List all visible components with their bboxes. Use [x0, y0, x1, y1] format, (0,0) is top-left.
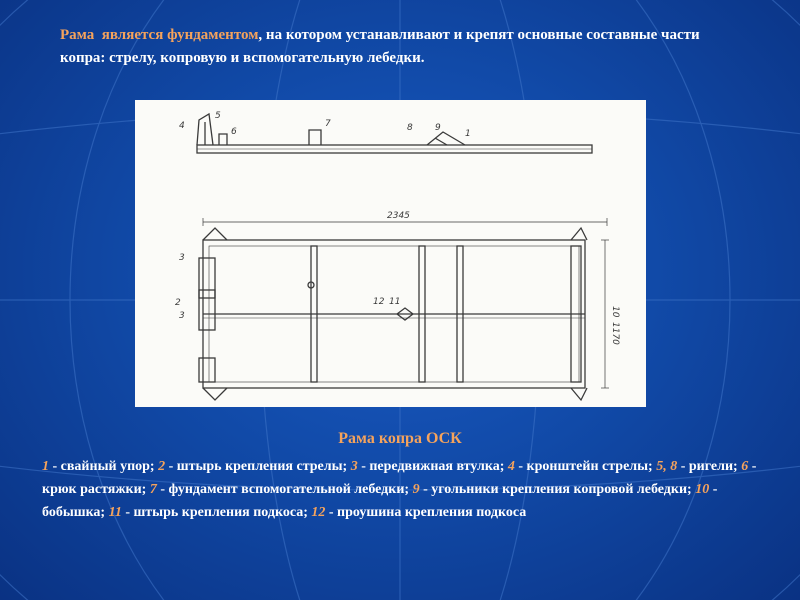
legend-text: - бобышка; — [42, 482, 718, 520]
frame-drawing — [135, 100, 646, 407]
caption-legend — [42, 455, 777, 524]
legend-num: 11 — [108, 505, 122, 520]
legend-text: - свайный упор; — [49, 459, 159, 474]
caption-title: Рама копра ОСК — [338, 430, 462, 447]
drawing-label-10: 10 — [610, 306, 620, 318]
drawing-label-8: 8 — [407, 123, 413, 133]
drawing-label-7: 7 — [325, 119, 331, 129]
intro-term: Рама — [60, 27, 95, 43]
corner-9 — [427, 132, 465, 145]
legend-text: - крюк растяжки; — [42, 459, 757, 497]
legend-num: 10 — [695, 482, 710, 497]
legend-text: - проушина крепления подкоса — [325, 505, 527, 520]
legend-num: 1 — [42, 459, 49, 474]
legend-num: 4 — [507, 459, 515, 474]
drawing-label-6: 6 — [231, 127, 237, 137]
legend-text: - передвижная втулка; — [357, 459, 508, 474]
drawing-label-3b: 3 — [179, 311, 185, 321]
intro-keyword: фундаментом — [167, 27, 259, 43]
frame-drawing-svg — [135, 100, 646, 407]
drawing-label-11: 11 — [389, 297, 401, 307]
drawing-dimension-height: 1170 — [610, 322, 620, 345]
foundation-7 — [309, 130, 321, 145]
legend-num: 6 — [741, 459, 749, 474]
drawing-label-12: 12 — [373, 297, 385, 307]
drawing-label-5: 5 — [215, 111, 221, 121]
legend-num: 5, 8 — [656, 459, 678, 474]
legend-num: 2 — [158, 459, 166, 474]
legend-num: 9 — [412, 482, 420, 497]
drawing-label-9: 9 — [435, 123, 441, 133]
legend-text: - штырь крепления стрелы; — [165, 459, 351, 474]
drawing-label-3a: 3 — [179, 253, 185, 263]
sleeve-left — [199, 258, 215, 298]
legend-text: - фундамент вспомогательной лебедки; — [156, 482, 413, 497]
legend-text: - угольники крепления копровой лебедки; — [419, 482, 696, 497]
legend-num: 12 — [311, 505, 326, 520]
legend-text: - ригели; — [677, 459, 742, 474]
drawing-label-4: 4 — [179, 121, 185, 131]
intro-rest: , на котором устанавливают и крепят основные составные части копра: стрелу, копровую и вспомогательную лебедки. — [60, 27, 700, 66]
drawing-label-2: 2 — [175, 298, 181, 308]
legend-text: - штырь крепления подкоса; — [121, 505, 312, 520]
legend-num: 3 — [350, 459, 358, 474]
intro-verb: является — [101, 27, 164, 43]
legend-num: 7 — [149, 482, 157, 497]
drawing-dimension-width: 2345 — [387, 211, 410, 221]
legend-text: - кронштейн стрелы; — [514, 459, 657, 474]
drawing-label-1: 1 — [465, 129, 471, 139]
intro-paragraph — [60, 24, 740, 70]
